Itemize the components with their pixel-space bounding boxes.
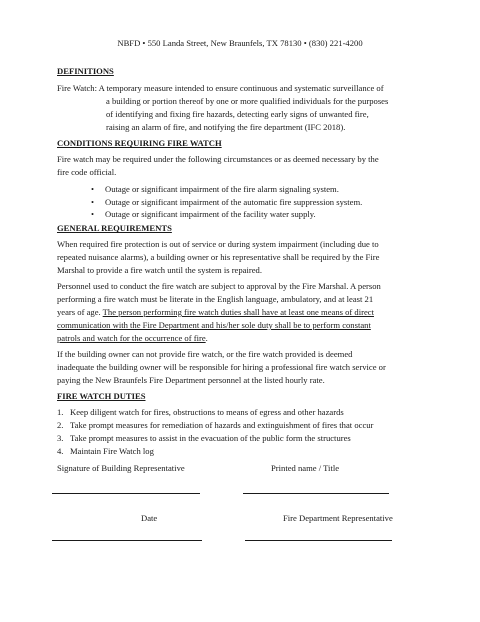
paragraph-line: When required fire protection is out of service or during system impairment (including due to bbox=[57, 239, 379, 249]
bullet-icon: • bbox=[91, 209, 95, 219]
printed-name-line[interactable] bbox=[243, 493, 389, 494]
underlined-requirement: communication with the Fire Department and his/her sole duty shall be to perform constant bbox=[57, 320, 371, 330]
conditions-heading: CONDITIONS REQUIRING FIRE WATCH bbox=[57, 138, 222, 148]
paragraph-line: Personnel used to conduct the fire watch are subject to approval by the Fire Marshal. A person bbox=[57, 281, 381, 291]
paragraph-line: Marshal to provide a fire watch until the system is repaired. bbox=[57, 265, 262, 275]
building-representative-signature-line[interactable] bbox=[52, 493, 200, 494]
date-label: Date bbox=[141, 513, 158, 523]
definition-line: of identifying and fixing fire hazards, detecting early signs of unwanted fire, bbox=[106, 109, 369, 119]
list-item bbox=[91, 183, 339, 197]
fire-department-representative-line[interactable] bbox=[245, 540, 392, 541]
list-item-text: Take prompt measures to assist in the evacuation of the public form the structures bbox=[70, 433, 351, 443]
list-item-text: Outage or significant impairment of the facility water supply. bbox=[105, 209, 316, 219]
definition-line: Fire Watch: A temporary measure intended to ensure continuous and systematic surveillance of bbox=[57, 83, 384, 93]
definition-line: a building or portion thereof by one or more qualified individuals for the purposes bbox=[106, 96, 389, 106]
underlined-requirement: patrols and watch for the occurrence of fire bbox=[57, 333, 206, 343]
definitions-heading: DEFINITIONS bbox=[57, 66, 114, 76]
list-item bbox=[57, 419, 373, 433]
list-item bbox=[57, 432, 351, 446]
list-item bbox=[57, 406, 344, 420]
paragraph-line bbox=[57, 306, 427, 320]
conditions-line: Fire watch may be required under the following circumstances or as deemed necessary by the bbox=[57, 154, 379, 164]
paragraph-line: paying the New Braunfels Fire Department personnel at the listed hourly rate. bbox=[57, 375, 325, 385]
paragraph-line bbox=[57, 332, 427, 346]
document-header: NBFD • 550 Landa Street, New Braunfels, TX 78130 • (830) 221-4200 bbox=[117, 38, 363, 48]
list-item-text: Outage or significant impairment of the fire alarm signaling system. bbox=[105, 184, 339, 194]
list-item-text: Keep diligent watch for fires, obstructions to means of egress and other hazards bbox=[70, 407, 344, 417]
list-number: 1. bbox=[57, 407, 64, 417]
general-requirements-heading: GENERAL REQUIREMENTS bbox=[57, 223, 172, 233]
list-item bbox=[91, 208, 316, 222]
paragraph-line: If the building owner can not provide fire watch, or the fire watch provided is deemed bbox=[57, 349, 353, 359]
list-number: 3. bbox=[57, 433, 64, 443]
fire-watch-duties-heading: FIRE WATCH DUTIES bbox=[57, 391, 146, 401]
list-item bbox=[57, 445, 154, 459]
list-number: 2. bbox=[57, 420, 64, 430]
definition-line: raising an alarm of fire, and notifying the fire department (IFC 2018). bbox=[106, 122, 346, 132]
paragraph-text: years of age. bbox=[57, 307, 103, 317]
paragraph-line: repeated nuisance alarms), a building owner or his representative shall be required by the Fire bbox=[57, 252, 380, 262]
bullet-icon: • bbox=[91, 184, 95, 194]
bullet-icon: • bbox=[91, 197, 95, 207]
printed-name-label: Printed name / Title bbox=[271, 463, 340, 473]
list-item-text: Outage or significant impairment of the automatic fire suppression system. bbox=[105, 197, 363, 207]
fire-department-representative-label: Fire Department Representative bbox=[283, 513, 393, 523]
paragraph-text: . bbox=[205, 333, 208, 343]
list-item-text: Maintain Fire Watch log bbox=[70, 446, 154, 456]
paragraph-line bbox=[57, 319, 427, 333]
date-line[interactable] bbox=[52, 540, 202, 541]
conditions-line: fire code official. bbox=[57, 167, 117, 177]
paragraph-line: inadequate the building owner will be responsible for hiring a professional fire watch service or bbox=[57, 362, 386, 372]
building-representative-label: Signature of Building Representative bbox=[57, 463, 185, 473]
paragraph-line: performing a fire watch must be literate in the English language, ambulatory, and at least 21 bbox=[57, 294, 374, 304]
list-number: 4. bbox=[57, 446, 64, 456]
underlined-requirement: The person performing fire watch duties shall have at least one means of direct bbox=[102, 307, 374, 317]
list-item-text: Take prompt measures for remediation of hazards and extinguishment of fires that occur bbox=[70, 420, 374, 430]
